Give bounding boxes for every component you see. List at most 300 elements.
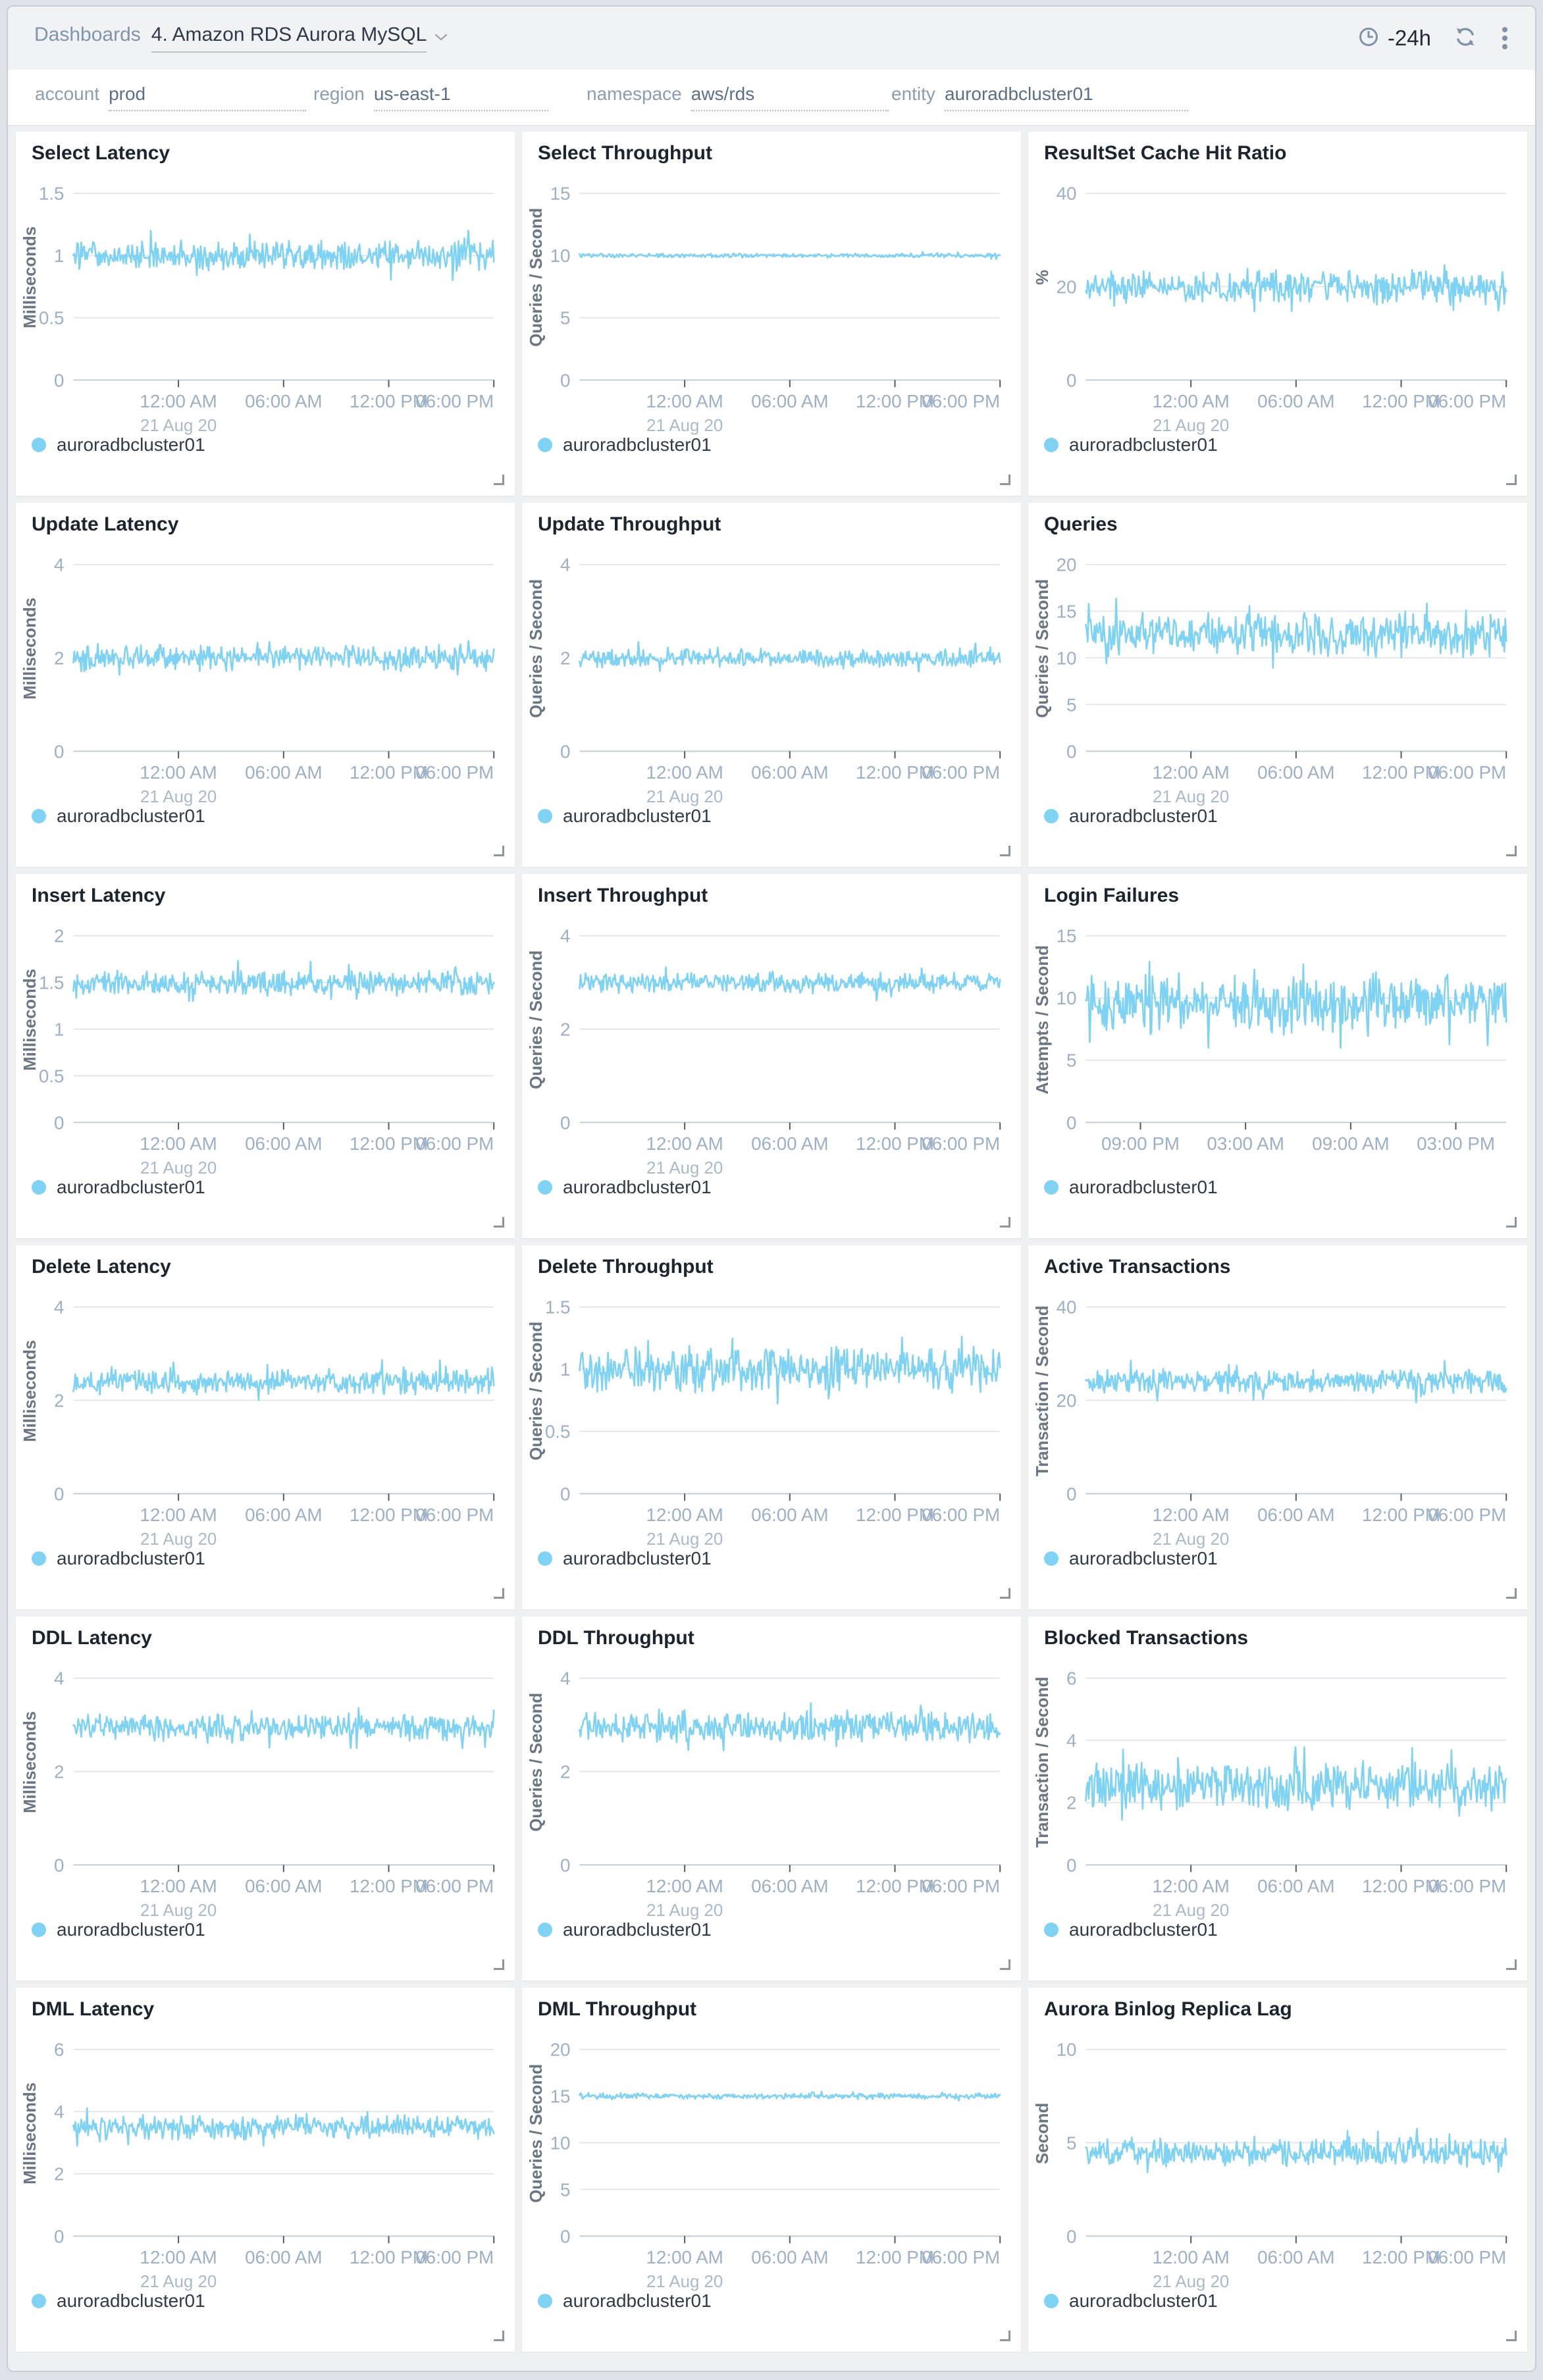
y-tick-label: 5 bbox=[1066, 694, 1077, 715]
series-line-auroradbcluster01 bbox=[579, 642, 1000, 671]
breadcrumb-dashboards[interactable]: Dashboards bbox=[34, 24, 141, 45]
y-tick-label: 0 bbox=[1066, 741, 1077, 762]
series-line-auroradbcluster01 bbox=[579, 967, 1000, 1000]
series-line-auroradbcluster01 bbox=[1085, 2129, 1506, 2172]
legend-label: auroradbcluster01 bbox=[1069, 806, 1218, 826]
x-tick-label: 12:00 PM bbox=[350, 1876, 429, 1897]
y-tick-label: 0 bbox=[560, 2226, 571, 2247]
y-tick-label: 1 bbox=[54, 246, 65, 267]
y-tick-label: 20 bbox=[1056, 1390, 1077, 1411]
x-date-label: 21 Aug 20 bbox=[646, 2272, 723, 2291]
chart-card-insert-throughput bbox=[522, 874, 1021, 1238]
x-tick-label: 12:00 AM bbox=[646, 1505, 723, 1526]
chart-title: Login Failures bbox=[1044, 885, 1180, 906]
x-tick-label: 12:00 PM bbox=[350, 1505, 429, 1526]
x-tick-label: 06:00 AM bbox=[1257, 1876, 1335, 1897]
x-tick-label: 06:00 PM bbox=[1428, 1505, 1507, 1526]
toolbar bbox=[1357, 24, 1510, 52]
y-tick-label: 0 bbox=[54, 2226, 65, 2247]
resize-handle-icon[interactable] bbox=[494, 1588, 504, 1599]
x-tick-label: 06:00 AM bbox=[751, 391, 829, 412]
y-tick-label: 0.5 bbox=[544, 1421, 571, 1442]
legend-item[interactable] bbox=[538, 2290, 712, 2312]
legend-item[interactable] bbox=[1044, 1919, 1218, 1940]
chart-card-blocked-transactions bbox=[1028, 1617, 1527, 1980]
x-tick-label: 06:00 AM bbox=[1257, 2247, 1335, 2268]
y-tick-label: 4 bbox=[54, 2102, 65, 2123]
legend-label: auroradbcluster01 bbox=[57, 1919, 205, 1940]
x-tick-label: 06:00 PM bbox=[415, 2247, 494, 2268]
y-axis-label: Second bbox=[1033, 2102, 1052, 2164]
x-tick-label: 06:00 AM bbox=[245, 1505, 323, 1526]
x-date-label: 21 Aug 20 bbox=[646, 416, 723, 435]
y-tick-label: 1 bbox=[560, 1359, 571, 1380]
y-tick-label: 2 bbox=[560, 1761, 571, 1782]
legend-item[interactable] bbox=[538, 1919, 712, 1940]
y-tick-label: 20 bbox=[1056, 276, 1077, 298]
x-tick-label: 09:00 PM bbox=[1101, 1133, 1180, 1154]
y-tick-label: 0.5 bbox=[38, 1066, 65, 1087]
legend-item[interactable] bbox=[1044, 434, 1218, 455]
y-tick-label: 0 bbox=[560, 1855, 571, 1876]
x-tick-label: 12:00 AM bbox=[1152, 1505, 1230, 1526]
y-tick-label: 0 bbox=[560, 1112, 571, 1133]
resize-handle-icon[interactable] bbox=[494, 2331, 504, 2341]
series-line-auroradbcluster01 bbox=[1085, 1747, 1506, 1820]
x-tick-label: 12:00 PM bbox=[1362, 391, 1441, 412]
filter-account[interactable] bbox=[35, 84, 313, 111]
y-tick-label: 10 bbox=[1056, 648, 1077, 669]
y-tick-label: 0 bbox=[1066, 370, 1077, 391]
x-tick-label: 12:00 PM bbox=[856, 391, 935, 412]
y-axis-label: Queries / Second bbox=[527, 1692, 546, 1832]
x-tick-label: 06:00 AM bbox=[751, 762, 829, 783]
x-date-label: 21 Aug 20 bbox=[1152, 787, 1230, 806]
x-date-label: 21 Aug 20 bbox=[140, 787, 217, 806]
y-tick-label: 4 bbox=[560, 925, 571, 946]
x-date-label: 21 Aug 20 bbox=[646, 787, 723, 806]
x-tick-label: 12:00 AM bbox=[140, 1505, 217, 1526]
y-axis-label: % bbox=[1033, 269, 1052, 285]
legend-dot-icon bbox=[538, 809, 552, 823]
series-line-auroradbcluster01 bbox=[579, 1703, 1000, 1751]
legend-label: auroradbcluster01 bbox=[563, 434, 712, 455]
x-tick-label: 12:00 PM bbox=[350, 1133, 429, 1154]
legend-item[interactable] bbox=[32, 1548, 205, 1569]
resize-handle-icon[interactable] bbox=[1000, 1959, 1010, 1970]
y-axis-label: Transaction / Second bbox=[1033, 1676, 1052, 1848]
time-range-control[interactable] bbox=[1357, 26, 1431, 51]
y-axis-label: Queries / Second bbox=[527, 579, 546, 718]
legend-item[interactable] bbox=[32, 2290, 205, 2312]
chart-title: Update Latency bbox=[32, 513, 179, 535]
chart-title: Active Transactions bbox=[1044, 1256, 1231, 1278]
x-tick-label: 06:00 AM bbox=[751, 1505, 829, 1526]
x-tick-label: 12:00 AM bbox=[1152, 1876, 1230, 1897]
y-axis-label: Queries / Second bbox=[527, 2063, 546, 2203]
x-tick-label: 09:00 AM bbox=[1312, 1133, 1390, 1154]
resize-handle-icon[interactable] bbox=[1506, 846, 1517, 856]
x-tick-label: 12:00 PM bbox=[1362, 1505, 1441, 1526]
y-tick-label: 10 bbox=[550, 246, 571, 267]
y-tick-label: 0 bbox=[54, 1855, 65, 1876]
chart-card-select-latency bbox=[16, 132, 515, 496]
legend-item[interactable] bbox=[32, 1177, 205, 1198]
y-tick-label: 0 bbox=[1066, 2226, 1077, 2247]
y-tick-label: 2 bbox=[1066, 1792, 1077, 1813]
y-tick-label: 4 bbox=[54, 554, 65, 575]
resize-handle-icon[interactable] bbox=[1000, 2331, 1010, 2341]
legend-item[interactable] bbox=[32, 434, 205, 455]
x-tick-label: 12:00 AM bbox=[646, 2247, 723, 2268]
y-tick-label: 0 bbox=[54, 741, 65, 762]
y-tick-label: 0 bbox=[560, 370, 571, 391]
x-tick-label: 06:00 PM bbox=[1428, 391, 1507, 412]
x-date-label: 21 Aug 20 bbox=[140, 416, 217, 435]
legend-label: auroradbcluster01 bbox=[563, 1919, 712, 1940]
resize-handle-icon[interactable] bbox=[1000, 1217, 1010, 1228]
series-line-auroradbcluster01 bbox=[73, 961, 494, 1001]
y-tick-label: 0 bbox=[560, 741, 571, 762]
chart-title: Delete Throughput bbox=[538, 1256, 714, 1278]
resize-handle-icon[interactable] bbox=[494, 846, 504, 856]
chart-title: Select Throughput bbox=[538, 142, 712, 164]
legend-label: auroradbcluster01 bbox=[563, 1177, 712, 1197]
resize-handle-icon[interactable] bbox=[1000, 475, 1010, 485]
y-tick-label: 2 bbox=[54, 1761, 65, 1782]
filter-region[interactable] bbox=[313, 84, 587, 111]
x-tick-label: 06:00 PM bbox=[922, 1505, 1001, 1526]
legend-label: auroradbcluster01 bbox=[563, 1548, 712, 1568]
series-line-auroradbcluster01 bbox=[73, 2108, 494, 2146]
x-tick-label: 12:00 AM bbox=[646, 391, 723, 412]
y-axis-label: Queries / Second bbox=[527, 950, 546, 1089]
x-tick-label: 06:00 AM bbox=[245, 1133, 323, 1154]
chart-card-insert-latency bbox=[16, 874, 515, 1238]
legend-label: auroradbcluster01 bbox=[1069, 434, 1218, 455]
y-tick-label: 0 bbox=[54, 1484, 65, 1505]
y-tick-label: 1.5 bbox=[544, 1297, 571, 1318]
chart-title: Aurora Binlog Replica Lag bbox=[1044, 1998, 1292, 2020]
chart-card-delete-latency bbox=[16, 1245, 515, 1609]
y-tick-label: 4 bbox=[54, 1668, 65, 1689]
y-tick-label: 5 bbox=[560, 307, 571, 328]
x-tick-label: 06:00 AM bbox=[751, 1876, 829, 1897]
chart-card-delete-throughput bbox=[522, 1245, 1021, 1609]
y-tick-label: 2 bbox=[54, 1390, 65, 1411]
x-tick-label: 12:00 AM bbox=[1152, 762, 1230, 783]
chart-title: Insert Latency bbox=[32, 885, 166, 906]
filter-value-input[interactable]: prod bbox=[109, 84, 306, 111]
x-tick-label: 12:00 AM bbox=[140, 1876, 217, 1897]
x-tick-label: 06:00 PM bbox=[922, 762, 1001, 783]
y-axis-label: Transaction / Second bbox=[1033, 1305, 1052, 1477]
y-axis-label: Queries / Second bbox=[527, 207, 546, 347]
x-tick-label: 03:00 PM bbox=[1417, 1133, 1496, 1154]
legend-label: auroradbcluster01 bbox=[563, 806, 712, 826]
legend-item[interactable] bbox=[538, 434, 712, 455]
chart-card-queries bbox=[1028, 503, 1527, 867]
x-tick-label: 06:00 PM bbox=[922, 1133, 1001, 1154]
filter-value-input[interactable]: auroradbcluster01 bbox=[945, 84, 1188, 111]
chart-title: Queries bbox=[1044, 513, 1118, 535]
kebab-menu-button[interactable] bbox=[1500, 24, 1510, 52]
y-axis-label: Milliseconds bbox=[20, 2082, 39, 2185]
y-tick-label: 0 bbox=[560, 1484, 571, 1505]
y-tick-label: 6 bbox=[54, 2039, 65, 2060]
y-tick-label: 5 bbox=[1066, 1050, 1077, 1071]
legend-item[interactable] bbox=[32, 806, 205, 827]
x-tick-label: 06:00 PM bbox=[415, 762, 494, 783]
x-tick-label: 03:00 AM bbox=[1207, 1133, 1284, 1154]
x-tick-label: 12:00 PM bbox=[856, 2247, 935, 2268]
legend-label: auroradbcluster01 bbox=[1069, 1919, 1218, 1940]
y-tick-label: 15 bbox=[550, 2086, 571, 2107]
resize-handle-icon[interactable] bbox=[1506, 1217, 1517, 1228]
y-tick-label: 0 bbox=[1066, 1484, 1077, 1505]
legend-dot-icon bbox=[32, 1923, 46, 1937]
x-tick-label: 12:00 PM bbox=[1362, 2247, 1441, 2268]
x-date-label: 21 Aug 20 bbox=[1152, 1901, 1230, 1920]
x-tick-label: 06:00 AM bbox=[751, 1133, 829, 1154]
x-date-label: 21 Aug 20 bbox=[140, 1530, 217, 1549]
x-tick-label: 12:00 AM bbox=[646, 1876, 723, 1897]
resize-handle-icon[interactable] bbox=[494, 1217, 504, 1228]
filter-value-input[interactable]: us-east-1 bbox=[374, 84, 548, 111]
x-tick-label: 12:00 PM bbox=[350, 2247, 429, 2268]
legend-item[interactable] bbox=[538, 1177, 712, 1198]
legend-item[interactable] bbox=[538, 1548, 712, 1569]
x-tick-label: 12:00 PM bbox=[856, 762, 935, 783]
series-line-auroradbcluster01 bbox=[1085, 1360, 1506, 1403]
filter-label: namespace bbox=[587, 84, 682, 104]
x-date-label: 21 Aug 20 bbox=[1152, 1530, 1230, 1549]
chart-card-resultset-cache-hit-ratio bbox=[1028, 132, 1527, 496]
resize-handle-icon[interactable] bbox=[1506, 475, 1517, 485]
x-tick-label: 12:00 AM bbox=[140, 762, 217, 783]
refresh-button[interactable] bbox=[1453, 25, 1477, 52]
filter-label: account bbox=[35, 84, 100, 104]
y-tick-label: 15 bbox=[1056, 925, 1077, 946]
y-tick-label: 4 bbox=[560, 554, 571, 575]
chart-title: DDL Throughput bbox=[538, 1627, 694, 1649]
y-axis-label: Queries / Second bbox=[527, 1321, 546, 1461]
x-tick-label: 12:00 PM bbox=[856, 1505, 935, 1526]
chart-title: DML Throughput bbox=[538, 1998, 697, 2020]
x-date-label: 21 Aug 20 bbox=[140, 1158, 217, 1177]
y-axis-label: Milliseconds bbox=[20, 1711, 39, 1813]
filter-label: entity bbox=[891, 84, 935, 104]
legend-dot-icon bbox=[32, 2294, 46, 2308]
x-tick-label: 06:00 PM bbox=[415, 391, 494, 412]
resize-handle-icon[interactable] bbox=[1506, 2331, 1517, 2341]
x-tick-label: 06:00 AM bbox=[751, 2247, 829, 2268]
y-tick-label: 5 bbox=[1066, 2133, 1077, 2154]
legend-dot-icon bbox=[32, 438, 46, 452]
y-tick-label: 15 bbox=[1056, 601, 1077, 622]
x-tick-label: 06:00 AM bbox=[1257, 762, 1335, 783]
legend-label: auroradbcluster01 bbox=[57, 806, 205, 826]
y-tick-label: 2 bbox=[54, 2163, 65, 2185]
y-axis-label: Milliseconds bbox=[20, 968, 39, 1071]
chart-card-active-transactions bbox=[1028, 1245, 1527, 1609]
y-tick-label: 10 bbox=[1056, 2039, 1077, 2060]
legend-dot-icon bbox=[538, 438, 552, 452]
legend-dot-icon bbox=[32, 1180, 46, 1195]
top-bar bbox=[8, 7, 1535, 70]
legend-dot-icon bbox=[1044, 2294, 1059, 2308]
legend-label: auroradbcluster01 bbox=[563, 2290, 712, 2311]
filter-bar bbox=[8, 70, 1535, 125]
resize-handle-icon[interactable] bbox=[1000, 1588, 1010, 1599]
y-tick-label: 40 bbox=[1056, 183, 1077, 204]
filter-namespace[interactable] bbox=[587, 84, 891, 111]
page-title: 4. Amazon RDS Aurora MySQL bbox=[151, 24, 427, 53]
x-tick-label: 06:00 AM bbox=[245, 1876, 323, 1897]
chart-title: DDL Latency bbox=[32, 1627, 152, 1649]
chart-card-dml-throughput bbox=[522, 1988, 1021, 2352]
resize-handle-icon[interactable] bbox=[1000, 846, 1010, 856]
x-tick-label: 06:00 AM bbox=[1257, 1505, 1335, 1526]
x-tick-label: 12:00 AM bbox=[140, 391, 217, 412]
y-tick-label: 0 bbox=[54, 1112, 65, 1133]
y-axis-label: Milliseconds bbox=[20, 226, 39, 328]
y-axis-label: Milliseconds bbox=[20, 597, 39, 700]
series-line-auroradbcluster01 bbox=[1085, 265, 1506, 312]
legend-dot-icon bbox=[1044, 1923, 1059, 1937]
y-tick-label: 0 bbox=[1066, 1112, 1077, 1133]
y-tick-label: 2 bbox=[54, 925, 65, 946]
resize-handle-icon[interactable] bbox=[494, 475, 504, 485]
filter-value-input[interactable]: aws/rds bbox=[691, 84, 889, 111]
time-range-value: -24h bbox=[1387, 26, 1431, 50]
y-tick-label: 0.5 bbox=[38, 307, 65, 328]
y-tick-label: 10 bbox=[550, 2133, 571, 2154]
filter-entity[interactable] bbox=[891, 84, 1188, 111]
legend-dot-icon bbox=[538, 2294, 552, 2308]
chevron-down-icon bbox=[434, 33, 448, 53]
x-tick-label: 12:00 AM bbox=[140, 2247, 217, 2268]
chart-card-ddl-throughput bbox=[522, 1617, 1021, 1980]
chart-title: Update Throughput bbox=[538, 513, 721, 535]
legend-item[interactable] bbox=[1044, 1177, 1218, 1198]
y-tick-label: 5 bbox=[560, 2179, 571, 2200]
legend-dot-icon bbox=[1044, 809, 1059, 823]
x-date-label: 21 Aug 20 bbox=[140, 2272, 217, 2291]
legend-label: auroradbcluster01 bbox=[57, 1548, 205, 1568]
x-tick-label: 06:00 PM bbox=[415, 1133, 494, 1154]
y-tick-label: 10 bbox=[1056, 988, 1077, 1009]
dashboard-page bbox=[7, 5, 1536, 2372]
x-tick-label: 06:00 PM bbox=[1428, 1876, 1507, 1897]
breadcrumb bbox=[34, 24, 448, 53]
legend-item[interactable] bbox=[1044, 1548, 1218, 1569]
y-tick-label: 2 bbox=[560, 1019, 571, 1040]
legend-item[interactable] bbox=[32, 1919, 205, 1940]
x-tick-label: 06:00 PM bbox=[415, 1876, 494, 1897]
x-tick-label: 12:00 PM bbox=[350, 762, 429, 783]
x-tick-label: 06:00 AM bbox=[245, 391, 323, 412]
legend-dot-icon bbox=[538, 1551, 552, 1566]
x-tick-label: 06:00 AM bbox=[1257, 391, 1335, 412]
chart-card-update-latency bbox=[16, 503, 515, 867]
y-tick-label: 4 bbox=[560, 1668, 571, 1689]
chart-title: Insert Throughput bbox=[538, 885, 708, 906]
legend-dot-icon bbox=[32, 809, 46, 823]
x-date-label: 21 Aug 20 bbox=[1152, 416, 1230, 435]
clock-icon bbox=[1357, 26, 1380, 51]
x-tick-label: 12:00 PM bbox=[350, 391, 429, 412]
x-tick-label: 12:00 AM bbox=[1152, 391, 1230, 412]
x-tick-label: 06:00 PM bbox=[922, 2247, 1001, 2268]
legend-dot-icon bbox=[1044, 1551, 1059, 1566]
y-axis-label: Queries / Second bbox=[1033, 579, 1052, 718]
chart-title: Select Latency bbox=[32, 142, 170, 164]
x-tick-label: 12:00 AM bbox=[646, 762, 723, 783]
series-line-auroradbcluster01 bbox=[579, 1337, 1000, 1404]
resize-handle-icon[interactable] bbox=[1506, 1588, 1517, 1599]
x-tick-label: 06:00 PM bbox=[1428, 2247, 1507, 2268]
y-tick-label: 6 bbox=[1066, 1668, 1077, 1689]
chart-title: DML Latency bbox=[32, 1998, 155, 2020]
y-tick-label: 4 bbox=[54, 1297, 65, 1318]
y-tick-label: 4 bbox=[1066, 1730, 1077, 1751]
x-tick-label: 12:00 AM bbox=[1152, 2247, 1230, 2268]
x-tick-label: 06:00 PM bbox=[922, 391, 1001, 412]
chart-grid bbox=[8, 125, 1535, 2358]
x-tick-label: 06:00 PM bbox=[415, 1505, 494, 1526]
resize-handle-icon[interactable] bbox=[1506, 1959, 1517, 1970]
legend-label: auroradbcluster01 bbox=[57, 1177, 205, 1197]
x-tick-label: 06:00 PM bbox=[1428, 762, 1507, 783]
dashboard-title-dropdown[interactable] bbox=[151, 24, 448, 53]
x-tick-label: 06:00 AM bbox=[245, 762, 323, 783]
x-date-label: 21 Aug 20 bbox=[646, 1901, 723, 1920]
chart-card-select-throughput bbox=[522, 132, 1021, 496]
series-line-auroradbcluster01 bbox=[73, 1708, 494, 1748]
y-tick-label: 40 bbox=[1056, 1297, 1077, 1318]
x-date-label: 21 Aug 20 bbox=[140, 1901, 217, 1920]
series-line-auroradbcluster01 bbox=[73, 1360, 494, 1400]
y-tick-label: 20 bbox=[1056, 554, 1077, 575]
legend-label: auroradbcluster01 bbox=[57, 434, 205, 455]
resize-handle-icon[interactable] bbox=[494, 1959, 504, 1970]
filter-label: region bbox=[313, 84, 365, 104]
legend-item[interactable] bbox=[1044, 2290, 1218, 2312]
legend-item[interactable] bbox=[1044, 806, 1218, 827]
x-tick-label: 12:00 PM bbox=[1362, 762, 1441, 783]
x-date-label: 21 Aug 20 bbox=[1152, 2272, 1230, 2291]
chart-title: Delete Latency bbox=[32, 1256, 171, 1278]
y-axis-label: Attempts / Second bbox=[1033, 945, 1052, 1095]
legend-dot-icon bbox=[32, 1551, 46, 1566]
chart-title: Blocked Transactions bbox=[1044, 1627, 1249, 1649]
legend-item[interactable] bbox=[538, 806, 712, 827]
legend-label: auroradbcluster01 bbox=[1069, 1548, 1218, 1568]
y-tick-label: 1 bbox=[54, 1019, 65, 1040]
x-tick-label: 12:00 PM bbox=[856, 1133, 935, 1154]
legend-dot-icon bbox=[1044, 438, 1059, 452]
y-tick-label: 0 bbox=[54, 370, 65, 391]
chart-card-ddl-latency bbox=[16, 1617, 515, 1980]
x-tick-label: 12:00 AM bbox=[140, 1133, 217, 1154]
y-tick-label: 20 bbox=[550, 2039, 571, 2060]
x-tick-label: 06:00 AM bbox=[245, 2247, 323, 2268]
legend-dot-icon bbox=[1044, 1180, 1059, 1195]
x-tick-label: 12:00 AM bbox=[646, 1133, 723, 1154]
x-date-label: 21 Aug 20 bbox=[646, 1158, 723, 1177]
chart-card-login-failures bbox=[1028, 874, 1527, 1238]
